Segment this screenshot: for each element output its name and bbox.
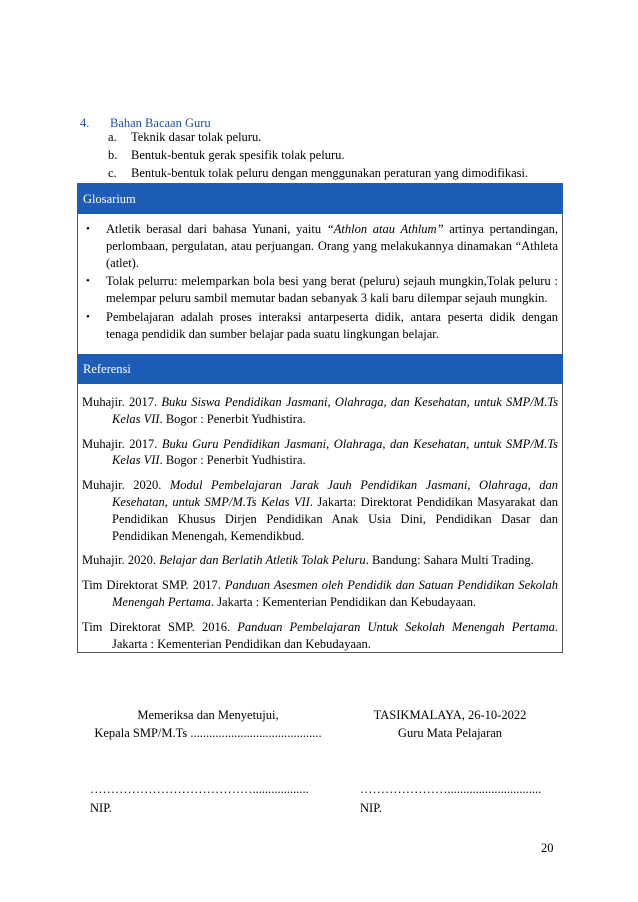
nip-left: NIP. (90, 801, 112, 815)
signature-line-left: ………………………………….................. (90, 782, 309, 796)
ref-title: Modul Pembelajaran Jarak Jauh Pendidikan Jasmani, Olahraga, dan Kesehatan, untuk SMP/M.Ts Kelas VII (112, 478, 558, 509)
list-item (108, 128, 528, 146)
bullet: • (86, 223, 90, 235)
glosarium-text (106, 221, 558, 271)
ref-author: Tim Direktorat SMP. 2017. (82, 578, 225, 593)
signature-line-right: ………………….............................. (360, 782, 542, 796)
ref-title: Belajar dan Berlatih Atletik Tolak Peluru (159, 553, 366, 568)
list-letter: b. (108, 148, 118, 162)
text-part: artinya pertandingan, perlombaan, pergulatan, atau perjuangan. Orang yang melakukannya dinamakan “Athleta (atlet). (106, 222, 559, 270)
section-sublist (108, 128, 528, 182)
ref-rest: . Jakarta: Direktorat Pendidikan Masyarakat dan Pendidikan Khusus Dirjen Pendidikan Anak Usia Dini, Pendidikan Dasar dan Pendidikan Menengah, Kemendikbud. (112, 494, 558, 543)
list-text: Bentuk-bentuk gerak spesifik tolak peluru. (131, 148, 345, 162)
referensi-list (82, 394, 558, 660)
text-italic: “Athlon atau Athlum” (326, 222, 444, 236)
list-item (108, 164, 528, 182)
signature-left (88, 706, 328, 742)
referensi-header: Referensi (77, 354, 563, 384)
principal-label: Kepala SMP/M.Ts .......................................... (94, 726, 322, 740)
glosarium-item (86, 309, 558, 343)
glosarium-list (86, 221, 558, 345)
ref-rest: . Bogor : Penerbit Yudhistira. (159, 453, 306, 468)
reference-item (82, 394, 558, 428)
nip-right: NIP. (360, 801, 382, 815)
ref-rest: . Bogor : Penerbit Yudhistira. (159, 411, 306, 426)
section-number: 4. (80, 116, 90, 130)
ref-author: Tim Direktorat SMP. 2016. (82, 619, 238, 634)
section-title: Bahan Bacaan Guru (110, 116, 211, 130)
ref-author: Muhajir. 2020. (82, 478, 170, 493)
reference-item (82, 436, 558, 470)
reference-item (82, 619, 558, 653)
glosarium-item (86, 221, 558, 271)
glosarium-text: Tolak pelurru: melemparkan bola besi yang berat (peluru) sejauh mungkin,Tolak peluru : melempar peluru sambil memutar badan sebanyak 3 kali baru dilempar sejauh mungkin. (106, 274, 558, 306)
text-part: Atletik berasal dari bahasa Yunani, yaitu (106, 222, 327, 236)
ref-author: Muhajir. 2020. (82, 553, 160, 568)
ref-rest: . Jakarta : Kementerian Pendidikan dan Kebudayaan. (210, 594, 477, 609)
ref-title: Panduan Asesmen oleh Pendidik dan Satuan Pendidikan Sekolah Menengah Pertama (112, 578, 558, 609)
ref-author: Muhajir. 2017. (82, 436, 162, 451)
glosarium-text: Pembelajaran adalah proses interaksi antarpeserta didik, antara peserta didik dengan tenaga pendidik dan sumber belajar pada suatu lingkungan belajar. (106, 309, 558, 341)
reference-item (82, 477, 558, 544)
page-number: 20 (541, 841, 554, 855)
signature-right (355, 706, 545, 742)
teacher-label: Guru Mata Pelajaran (397, 726, 503, 740)
ref-author: Muhajir. 2017. (82, 395, 162, 409)
reference-item (82, 552, 558, 569)
bullet: • (86, 275, 90, 288)
glosarium-item (86, 273, 558, 307)
ref-title: Buku Guru Pendidikan Jasmani, Olahraga, dan Kesehatan, untuk SMP/M.Ts Kelas VII (112, 436, 558, 468)
ref-rest: . Jakarta : Kementerian Pendidikan dan Kebudayaan. (112, 619, 558, 651)
list-text: Bentuk-bentuk tolak peluru dengan menggunakan peraturan yang dimodifikasi. (131, 166, 529, 180)
list-item (108, 146, 528, 164)
reference-item (82, 577, 558, 611)
place-date: TASIKMALAYA, 26-10-2022 (373, 708, 527, 722)
ref-rest: . Bandung: Sahara Multi Trading. (365, 553, 534, 568)
bullet: • (86, 310, 90, 323)
glosarium-header: Glosarium (77, 184, 563, 214)
list-letter: a. (108, 130, 117, 144)
ref-title: Buku Siswa Pendidikan Jasmani, Olahraga, dan Kesehatan, untuk SMP/M.Ts Kelas VII (112, 395, 558, 426)
ref-title: Panduan Pembelajaran Untuk Sekolah Menengah Pertama (237, 619, 555, 634)
list-letter: c. (108, 166, 117, 180)
list-text: Teknik dasar tolak peluru. (131, 130, 262, 144)
approval-label: Memeriksa dan Menyetujui, (137, 708, 279, 722)
